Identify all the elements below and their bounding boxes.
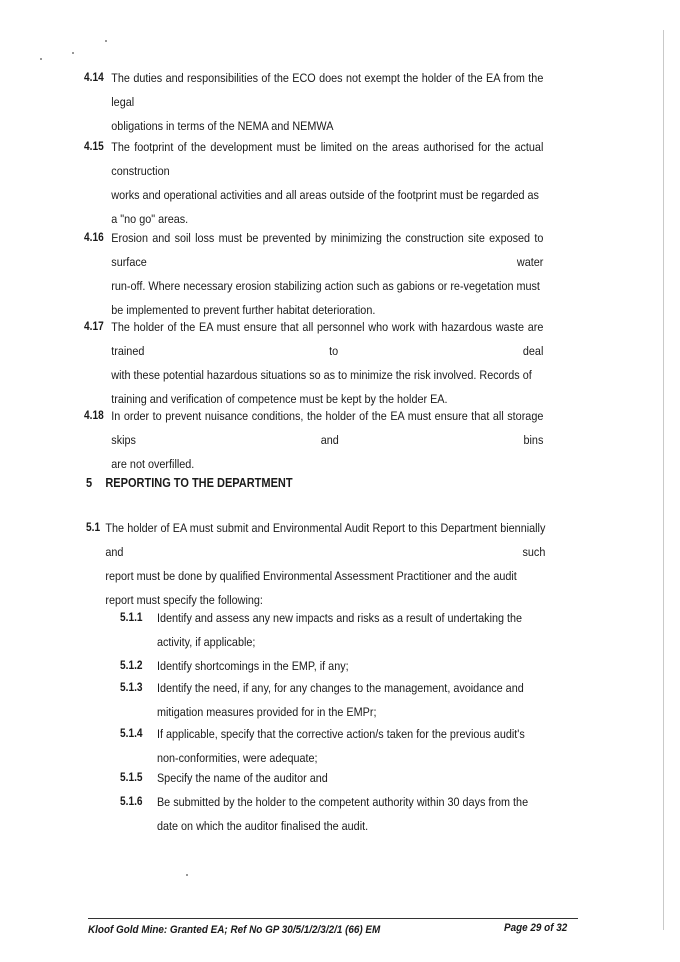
subitem-5-1-6 bbox=[120, 790, 547, 838]
page-number: Page 29 of 32 bbox=[504, 922, 568, 934]
clause-number: 4.14 bbox=[84, 72, 104, 84]
section-title: REPORTING TO THE DEPARTMENT bbox=[105, 476, 293, 490]
clause-number: 4.16 bbox=[84, 232, 104, 244]
clause-text-rest: report must be done by qualified Environmental Assessment Practitioner and the audit report must specify the following: bbox=[105, 569, 517, 607]
scan-speck bbox=[40, 58, 42, 60]
clause-4-18 bbox=[84, 404, 543, 476]
scan-speck bbox=[105, 40, 107, 42]
subitem-5-1-3 bbox=[120, 676, 547, 724]
clause-number: 5.1 bbox=[86, 522, 101, 534]
clause-4-15 bbox=[84, 135, 543, 231]
subitem-text: Identify the need, if any, for any changes to the management, avoidance and mitigation measures provided for in the EMPr; bbox=[156, 681, 524, 719]
section-number: 5 bbox=[86, 476, 93, 490]
clause-text-line1: The holder of the EA must ensure that all personnel who work with hazardous waste are trained to deal bbox=[111, 320, 544, 358]
clause-5-1 bbox=[86, 516, 545, 612]
subitem-number: 5.1.1 bbox=[120, 612, 143, 624]
footer-reference: Kloof Gold Mine: Granted EA; Ref No GP 30/5/1/2/3/2/1 (66) EM bbox=[88, 924, 381, 936]
subitem-number: 5.1.3 bbox=[120, 682, 143, 694]
clause-text-line1: The duties and responsibilities of the ECO does not exempt the holder of the EA from the legal bbox=[111, 71, 544, 109]
clause-number: 4.17 bbox=[84, 321, 104, 333]
subitem-5-1-1 bbox=[120, 606, 547, 654]
clause-text-rest: run-off. Where necessary erosion stabilizing action such as gabions or re-vegetation must be implemented to prevent further habitat deterioration. bbox=[111, 279, 540, 317]
clause-4-16 bbox=[84, 226, 543, 322]
clause-text-rest: obligations in terms of the NEMA and NEMWA bbox=[111, 119, 334, 133]
subitem-number: 5.1.2 bbox=[120, 660, 143, 672]
subitem-number: 5.1.5 bbox=[120, 772, 143, 784]
subitem-5-1-5 bbox=[120, 766, 547, 790]
subitem-number: 5.1.6 bbox=[120, 796, 143, 808]
subitem-text: Identify shortcomings in the EMP, if any; bbox=[156, 659, 349, 673]
clause-text-rest: works and operational activities and all areas outside of the footprint must be regarded as a "no go" areas. bbox=[111, 188, 539, 226]
subitem-text: If applicable, specify that the corrective action/s taken for the previous audit's non-conformities, were adequate; bbox=[156, 727, 525, 765]
clause-text-line1: Erosion and soil loss must be prevented by minimizing the construction site exposed to surface water bbox=[111, 231, 544, 269]
scan-edge-line bbox=[663, 30, 664, 930]
scan-speck bbox=[186, 874, 188, 876]
subitem-text: Identify and assess any new impacts and risks as a result of undertaking the activity, if applicable; bbox=[156, 611, 523, 649]
subitem-5-1-4 bbox=[120, 722, 547, 770]
footer-rule bbox=[88, 918, 578, 919]
clause-text-line1: In order to prevent nuisance conditions, the holder of the EA must ensure that all storage skips and bins bbox=[111, 409, 544, 447]
clause-text-rest: are not overfilled. bbox=[111, 457, 195, 471]
clause-4-14 bbox=[84, 66, 543, 138]
clause-number: 4.18 bbox=[84, 410, 104, 422]
scan-speck bbox=[72, 52, 74, 54]
subitem-text: Be submitted by the holder to the competent authority within 30 days from the date on which the auditor finalised the audit. bbox=[156, 795, 529, 833]
subitem-text: Specify the name of the auditor and bbox=[156, 771, 328, 785]
clause-text-line1: The footprint of the development must be limited on the areas authorised for the actual construction bbox=[111, 140, 544, 178]
clause-text-rest: with these potential hazardous situations so as to minimize the risk involved. Records of training and verification of competence must be kept by the holder EA. bbox=[111, 368, 532, 406]
clause-4-17 bbox=[84, 315, 543, 411]
subitem-5-1-2 bbox=[120, 654, 547, 678]
subitem-number: 5.1.4 bbox=[120, 728, 143, 740]
clause-number: 4.15 bbox=[84, 141, 104, 153]
section-heading bbox=[86, 476, 293, 490]
clause-text-line1: The holder of EA must submit and Environmental Audit Report to this Department biennially and such bbox=[105, 521, 546, 559]
